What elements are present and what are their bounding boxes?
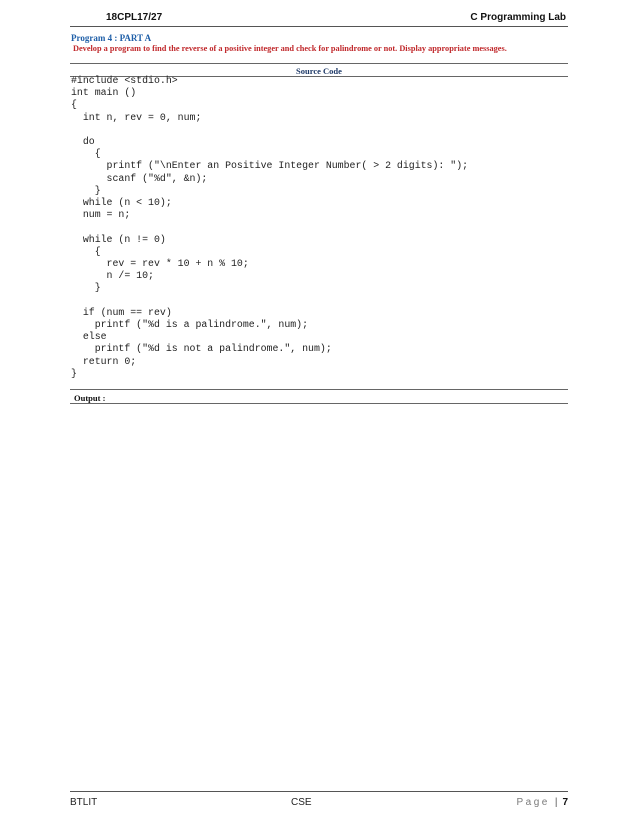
footer-page-number: 7 xyxy=(562,797,568,808)
code-line: num = n; xyxy=(71,209,131,221)
code-line: printf ("\nEnter an Positive Integer Number( > 2 digits): "); xyxy=(71,160,469,172)
source-code-block xyxy=(71,75,468,380)
lab-name: C Programming Lab xyxy=(470,12,566,23)
code-line: } xyxy=(71,282,101,294)
footer-institution: BTLIT xyxy=(70,797,98,808)
output-top-divider xyxy=(70,389,568,390)
code-line: #include <stdio.h> xyxy=(71,75,178,86)
code-line: int main () xyxy=(71,87,137,99)
source-top-divider xyxy=(70,63,568,64)
code-line: else xyxy=(71,331,107,343)
program-description: Develop a program to find the reverse of a positive integer and check for palindrome or not. Display appropriate messages. xyxy=(73,44,507,53)
source-code-heading: Source Code xyxy=(296,66,342,76)
footer-divider xyxy=(70,791,568,792)
code-line: while (n != 0) xyxy=(71,233,166,245)
code-line: int n, rev = 0, num; xyxy=(71,111,202,123)
output-label: Output : xyxy=(74,393,106,403)
footer-page-indicator xyxy=(516,797,568,808)
code-line: } xyxy=(71,184,101,196)
code-line: if (num == rev) xyxy=(71,306,172,318)
code-line: do xyxy=(71,136,95,148)
program-title: Program 4 : PART A xyxy=(71,33,152,43)
code-line: printf ("%d is not a palindrome.", num); xyxy=(71,343,332,355)
footer-department: CSE xyxy=(291,797,312,808)
footer-page-word: Page xyxy=(516,797,550,808)
code-line: rev = rev * 10 + n % 10; xyxy=(71,258,249,270)
code-line: { xyxy=(71,99,77,111)
output-divider xyxy=(70,403,568,404)
code-line: return 0; xyxy=(71,355,137,367)
code-line: while (n < 10); xyxy=(71,197,172,209)
header-divider xyxy=(70,26,568,27)
course-code: 18CPL17/27 xyxy=(106,12,163,23)
code-line: scanf ("%d", &n); xyxy=(71,172,208,184)
code-line: printf ("%d is a palindrome.", num); xyxy=(71,319,309,331)
code-line: { xyxy=(71,245,101,257)
footer-separator: | xyxy=(554,797,558,808)
code-line: } xyxy=(71,367,77,379)
code-line: { xyxy=(71,148,101,160)
code-line: n /= 10; xyxy=(71,270,154,282)
